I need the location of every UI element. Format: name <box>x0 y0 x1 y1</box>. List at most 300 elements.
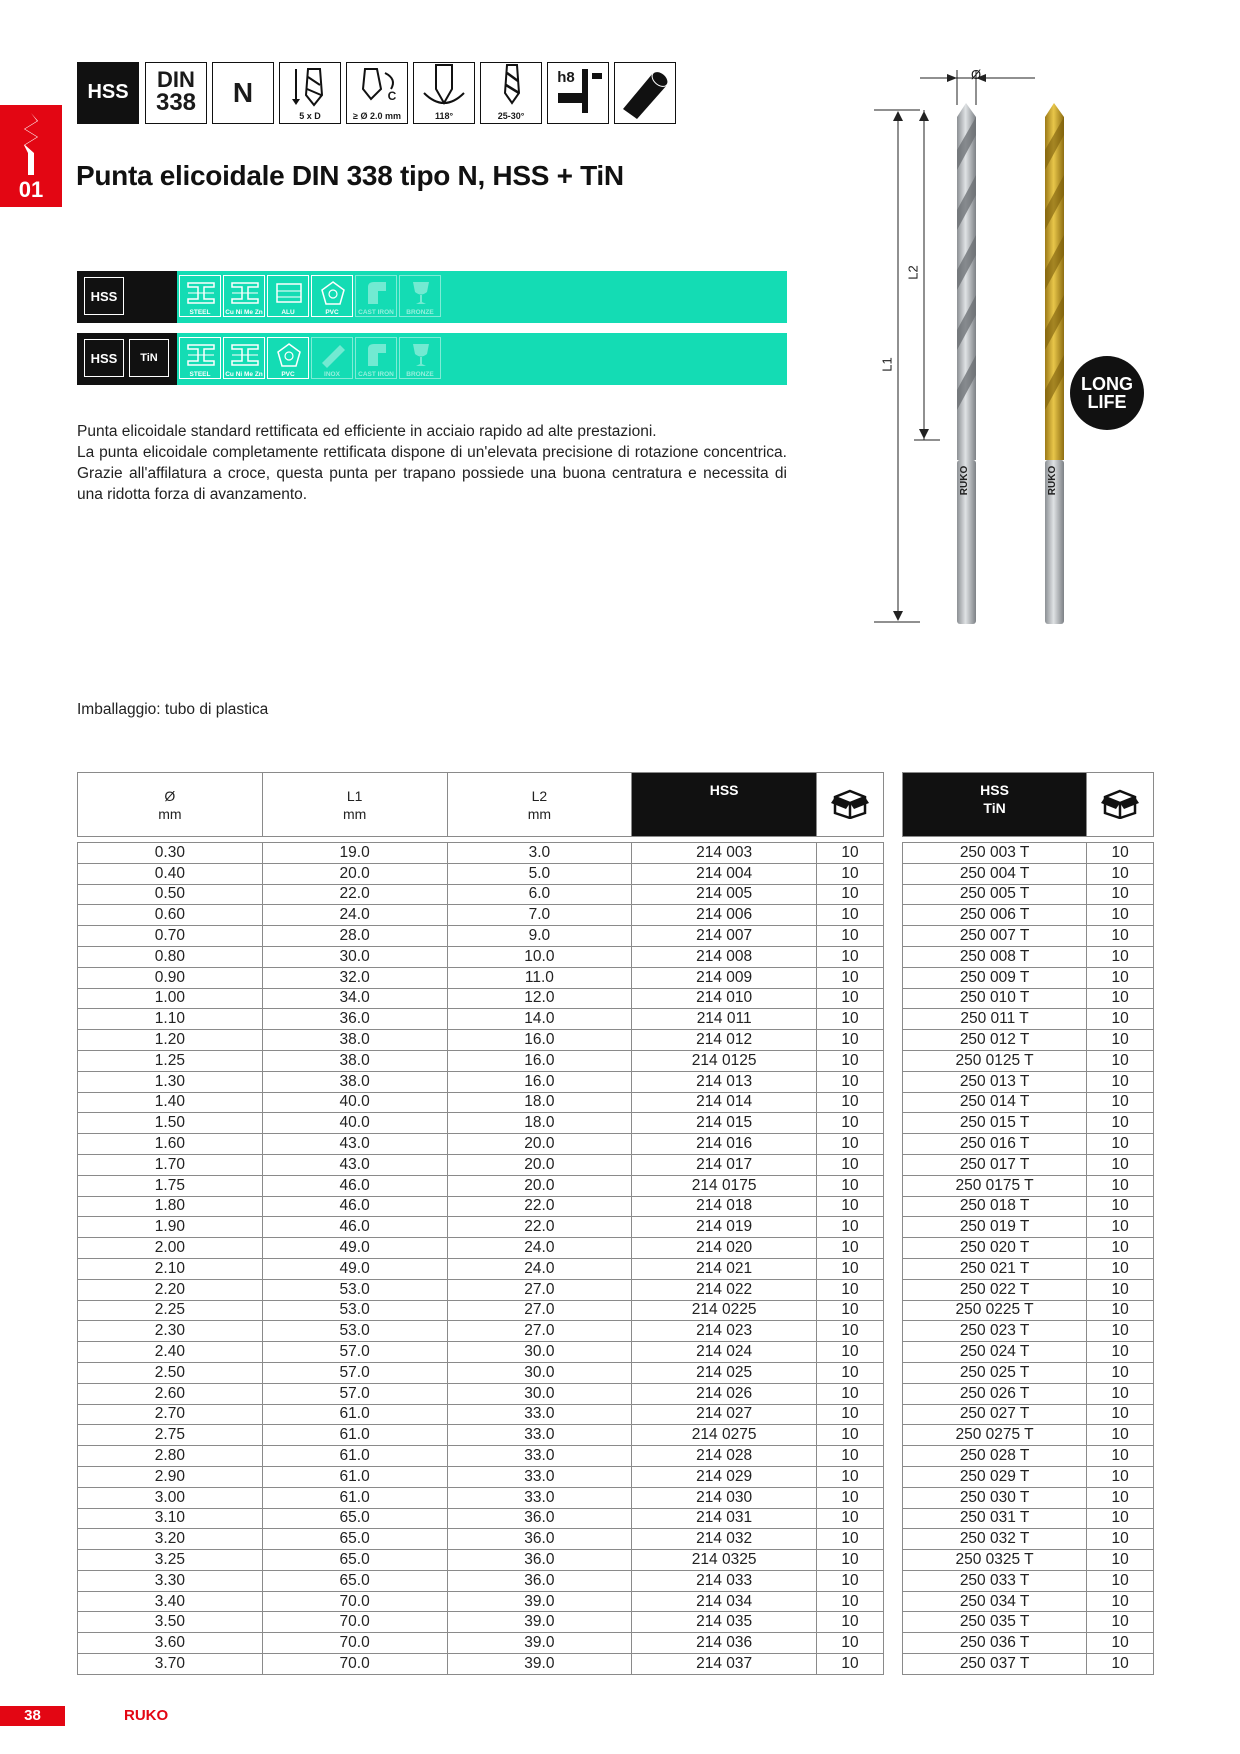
cell-l2: 39.0 <box>447 1633 632 1654</box>
table-row <box>903 1654 1154 1675</box>
cell-qty-hss-tin: 10 <box>1087 1404 1154 1425</box>
cell-article-hss: 214 0175 <box>632 1175 817 1196</box>
cell-qty-hss-tin: 10 <box>1087 1570 1154 1591</box>
package-box-icon <box>831 787 869 819</box>
cell-l1: 65.0 <box>262 1550 447 1571</box>
cell-diameter: 2.20 <box>78 1279 263 1300</box>
material-nonferrous-icon: Cu Ni Me Zn <box>223 275 265 317</box>
table-row <box>78 905 884 926</box>
cell-article-hss: 214 007 <box>632 926 817 947</box>
table-row <box>78 1300 884 1321</box>
cell-diameter: 1.90 <box>78 1217 263 1238</box>
helix-angle-icon: 25-30° <box>480 62 542 124</box>
cell-article-hss: 214 031 <box>632 1508 817 1529</box>
cell-qty-hss: 10 <box>817 1529 884 1550</box>
cylindrical-shank-icon <box>614 62 676 124</box>
cell-diameter: 2.25 <box>78 1300 263 1321</box>
cell-article-hss-tin: 250 0275 T <box>903 1425 1087 1446</box>
cell-qty-hss-tin: 10 <box>1087 1258 1154 1279</box>
cell-diameter: 1.10 <box>78 1009 263 1030</box>
cell-article-hss-tin: 250 030 T <box>903 1487 1087 1508</box>
table-row <box>903 1279 1154 1300</box>
material-bronze-icon: BRONZE <box>399 275 441 317</box>
cell-qty-hss: 10 <box>817 1175 884 1196</box>
cell-qty-hss-tin: 10 <box>1087 1238 1154 1259</box>
table-row <box>78 843 884 864</box>
header-package-qty <box>817 773 884 837</box>
point-angle-icon: 118° <box>413 62 475 124</box>
material-bar-hss <box>77 271 787 323</box>
material-steel-icon: STEEL <box>179 337 221 379</box>
table-row <box>903 863 1154 884</box>
cell-diameter: 2.30 <box>78 1321 263 1342</box>
cell-qty-hss: 10 <box>817 1425 884 1446</box>
cell-l1: 22.0 <box>262 884 447 905</box>
cell-l2: 9.0 <box>447 926 632 947</box>
cell-diameter: 2.40 <box>78 1342 263 1363</box>
cell-l1: 34.0 <box>262 988 447 1009</box>
cell-diameter: 2.75 <box>78 1425 263 1446</box>
cell-article-hss-tin: 250 022 T <box>903 1279 1087 1300</box>
cell-qty-hss-tin: 10 <box>1087 1300 1154 1321</box>
cell-article-hss-tin: 250 032 T <box>903 1529 1087 1550</box>
diameter-label: Ø <box>971 67 982 82</box>
cell-qty-hss: 10 <box>817 843 884 864</box>
l1-label: L1 <box>879 357 895 372</box>
cell-qty-hss: 10 <box>817 1092 884 1113</box>
cell-article-hss: 214 023 <box>632 1321 817 1342</box>
cell-qty-hss: 10 <box>817 1591 884 1612</box>
table-row <box>903 1404 1154 1425</box>
table-row <box>78 863 884 884</box>
table-row <box>903 1633 1154 1654</box>
cell-l1: 49.0 <box>262 1238 447 1259</box>
chapter-tab <box>0 105 62 207</box>
cell-l2: 20.0 <box>447 1154 632 1175</box>
table-row <box>78 1654 884 1675</box>
table-row <box>78 1591 884 1612</box>
cell-diameter: 3.40 <box>78 1591 263 1612</box>
packaging-note: Imballaggio: tubo di plastica <box>77 701 269 718</box>
table-row <box>78 988 884 1009</box>
cell-qty-hss: 10 <box>817 1383 884 1404</box>
cell-qty-hss-tin: 10 <box>1087 1092 1154 1113</box>
cell-qty-hss-tin: 10 <box>1087 1508 1154 1529</box>
header-hss-tin: HSS TiN <box>903 773 1087 837</box>
cell-diameter: 1.75 <box>78 1175 263 1196</box>
cell-qty-hss: 10 <box>817 946 884 967</box>
cell-diameter: 3.20 <box>78 1529 263 1550</box>
cell-qty-hss-tin: 10 <box>1087 1612 1154 1633</box>
cell-article-hss-tin: 250 025 T <box>903 1362 1087 1383</box>
tag-hss: HSS <box>84 339 124 377</box>
table-row <box>903 1030 1154 1051</box>
cell-qty-hss-tin: 10 <box>1087 1487 1154 1508</box>
cell-article-hss-tin: 250 0325 T <box>903 1550 1087 1571</box>
cell-l1: 38.0 <box>262 1050 447 1071</box>
cell-article-hss: 214 0325 <box>632 1550 817 1571</box>
table-row <box>78 1508 884 1529</box>
cell-article-hss: 214 006 <box>632 905 817 926</box>
cell-qty-hss: 10 <box>817 988 884 1009</box>
cell-l2: 12.0 <box>447 988 632 1009</box>
table-row <box>903 884 1154 905</box>
cell-article-hss: 214 037 <box>632 1654 817 1675</box>
cell-l2: 27.0 <box>447 1279 632 1300</box>
cell-diameter: 3.60 <box>78 1633 263 1654</box>
cell-article-hss: 214 025 <box>632 1362 817 1383</box>
chapter-number: 01 <box>18 177 44 202</box>
cell-article-hss-tin: 250 006 T <box>903 905 1087 926</box>
cell-l2: 33.0 <box>447 1466 632 1487</box>
cell-article-hss-tin: 250 019 T <box>903 1217 1087 1238</box>
cell-l2: 39.0 <box>447 1591 632 1612</box>
table-row <box>903 1508 1154 1529</box>
table-row <box>903 1092 1154 1113</box>
material-alu-icon: ALU <box>267 275 309 317</box>
cell-qty-hss-tin: 10 <box>1087 1633 1154 1654</box>
table-row <box>903 1113 1154 1134</box>
table-header-row <box>903 773 1154 837</box>
cell-qty-hss-tin: 10 <box>1087 1071 1154 1092</box>
cell-article-hss: 214 030 <box>632 1487 817 1508</box>
cell-article-hss: 214 024 <box>632 1342 817 1363</box>
cell-article-hss: 214 013 <box>632 1071 817 1092</box>
cell-qty-hss: 10 <box>817 1508 884 1529</box>
cell-qty-hss: 10 <box>817 1446 884 1467</box>
table-row <box>903 988 1154 1009</box>
cell-l2: 33.0 <box>447 1425 632 1446</box>
cell-l1: 53.0 <box>262 1279 447 1300</box>
cell-l1: 38.0 <box>262 1030 447 1051</box>
depth-5xd-icon: 5 x D <box>279 62 341 124</box>
cell-article-hss: 214 0275 <box>632 1425 817 1446</box>
cell-l1: 46.0 <box>262 1217 447 1238</box>
cell-qty-hss-tin: 10 <box>1087 1196 1154 1217</box>
cell-l2: 14.0 <box>447 1009 632 1030</box>
point-c-icon: C ≥ Ø 2.0 mm <box>346 62 408 124</box>
cell-l2: 39.0 <box>447 1612 632 1633</box>
cell-article-hss: 214 027 <box>632 1404 817 1425</box>
hss-badge: HSS <box>77 62 139 124</box>
cell-article-hss: 214 026 <box>632 1383 817 1404</box>
table-row <box>903 926 1154 947</box>
tag-hss: HSS <box>84 277 124 315</box>
cell-qty-hss-tin: 10 <box>1087 946 1154 967</box>
table-row <box>78 967 884 988</box>
material-cast-iron-icon: CAST IRON <box>355 275 397 317</box>
cell-diameter: 3.30 <box>78 1570 263 1591</box>
cell-diameter: 1.60 <box>78 1134 263 1155</box>
table-row <box>78 1487 884 1508</box>
cell-qty-hss: 10 <box>817 1196 884 1217</box>
table-row <box>78 1529 884 1550</box>
cell-l2: 30.0 <box>447 1383 632 1404</box>
shank-brand-gold: RUKO <box>1047 465 1059 496</box>
cell-diameter: 1.80 <box>78 1196 263 1217</box>
cell-article-hss: 214 015 <box>632 1113 817 1134</box>
table-row <box>903 1258 1154 1279</box>
cell-qty-hss: 10 <box>817 1404 884 1425</box>
cell-l1: 46.0 <box>262 1196 447 1217</box>
cell-qty-hss: 10 <box>817 1466 884 1487</box>
cell-qty-hss: 10 <box>817 1258 884 1279</box>
cell-article-hss-tin: 250 017 T <box>903 1154 1087 1175</box>
table-row <box>903 1238 1154 1259</box>
header-diameter: Ø mm <box>78 773 263 837</box>
cell-l2: 33.0 <box>447 1446 632 1467</box>
material-bar-hss-tin <box>77 333 787 385</box>
table-row <box>78 1466 884 1487</box>
cell-l2: 6.0 <box>447 884 632 905</box>
cell-diameter: 1.25 <box>78 1050 263 1071</box>
table-row <box>903 1529 1154 1550</box>
cell-article-hss: 214 033 <box>632 1570 817 1591</box>
cell-article-hss: 214 012 <box>632 1030 817 1051</box>
cell-l1: 43.0 <box>262 1154 447 1175</box>
cell-qty-hss: 10 <box>817 926 884 947</box>
cell-diameter: 2.60 <box>78 1383 263 1404</box>
table-row <box>78 1030 884 1051</box>
table-row <box>903 946 1154 967</box>
cell-l1: 38.0 <box>262 1071 447 1092</box>
cell-l1: 32.0 <box>262 967 447 988</box>
spec-table-hss-tin <box>902 772 1154 1675</box>
table-row <box>78 1279 884 1300</box>
cell-qty-hss: 10 <box>817 1279 884 1300</box>
cell-qty-hss-tin: 10 <box>1087 1154 1154 1175</box>
cell-l2: 27.0 <box>447 1321 632 1342</box>
cell-l2: 20.0 <box>447 1134 632 1155</box>
drill-drawing <box>860 55 1160 635</box>
din-badge: DIN 338 <box>145 62 207 124</box>
cell-l1: 61.0 <box>262 1466 447 1487</box>
table-row <box>78 1362 884 1383</box>
table-row <box>78 1425 884 1446</box>
cell-l2: 36.0 <box>447 1508 632 1529</box>
cell-article-hss-tin: 250 009 T <box>903 967 1087 988</box>
cell-article-hss-tin: 250 013 T <box>903 1071 1087 1092</box>
product-description: Punta elicoidale standard rettificata ed efficiente in acciaio rapido ad alte prestazioni. La punta elicoidale completamente rettificata dispone di un'elevata precisione di rotazione concentrica. Grazie all'affilatura a croce, questa punta per trapano possiede una buona centratura e necessita di una ridotta forza di avanzamento. <box>77 423 787 503</box>
header-l2: L2 mm <box>447 773 632 837</box>
cell-article-hss: 214 0125 <box>632 1050 817 1071</box>
header-hss: HSS <box>632 773 817 837</box>
cell-qty-hss-tin: 10 <box>1087 1362 1154 1383</box>
table-row <box>78 1238 884 1259</box>
material-pvc-icon: PVC <box>267 337 309 379</box>
cell-diameter: 2.50 <box>78 1362 263 1383</box>
cell-l2: 18.0 <box>447 1113 632 1134</box>
cell-l1: 53.0 <box>262 1300 447 1321</box>
cell-article-hss: 214 004 <box>632 863 817 884</box>
table-header-row <box>78 773 884 837</box>
cell-l1: 70.0 <box>262 1633 447 1654</box>
cell-diameter: 3.00 <box>78 1487 263 1508</box>
cell-article-hss-tin: 250 020 T <box>903 1238 1087 1259</box>
cell-qty-hss: 10 <box>817 1654 884 1675</box>
cell-article-hss: 214 018 <box>632 1196 817 1217</box>
drill-bit-icon <box>18 111 44 177</box>
cell-l1: 46.0 <box>262 1175 447 1196</box>
cell-article-hss: 214 005 <box>632 884 817 905</box>
cell-qty-hss: 10 <box>817 1570 884 1591</box>
table-row <box>78 1342 884 1363</box>
cell-qty-hss: 10 <box>817 884 884 905</box>
cell-qty-hss-tin: 10 <box>1087 1134 1154 1155</box>
cell-l2: 3.0 <box>447 843 632 864</box>
cell-l1: 19.0 <box>262 843 447 864</box>
table-row <box>903 1446 1154 1467</box>
table-row <box>903 1217 1154 1238</box>
cell-l1: 61.0 <box>262 1446 447 1467</box>
table-row <box>903 967 1154 988</box>
cell-l2: 22.0 <box>447 1196 632 1217</box>
cell-qty-hss: 10 <box>817 1633 884 1654</box>
type-n-badge: N <box>212 62 274 124</box>
cell-article-hss-tin: 250 027 T <box>903 1404 1087 1425</box>
cell-article-hss-tin: 250 0125 T <box>903 1050 1087 1071</box>
cell-qty-hss-tin: 10 <box>1087 1654 1154 1675</box>
cell-diameter: 3.50 <box>78 1612 263 1633</box>
cell-article-hss-tin: 250 007 T <box>903 926 1087 947</box>
material-pvc-icon: PVC <box>311 275 353 317</box>
cell-qty-hss-tin: 10 <box>1087 1175 1154 1196</box>
cell-l2: 33.0 <box>447 1487 632 1508</box>
cell-l2: 30.0 <box>447 1362 632 1383</box>
table-row <box>78 1196 884 1217</box>
cell-l1: 40.0 <box>262 1092 447 1113</box>
table-row <box>78 1071 884 1092</box>
cell-article-hss: 214 010 <box>632 988 817 1009</box>
cell-qty-hss-tin: 10 <box>1087 1321 1154 1342</box>
cell-diameter: 0.30 <box>78 843 263 864</box>
cell-l2: 20.0 <box>447 1175 632 1196</box>
cell-qty-hss-tin: 10 <box>1087 1279 1154 1300</box>
cell-diameter: 0.40 <box>78 863 263 884</box>
cell-article-hss-tin: 250 016 T <box>903 1134 1087 1155</box>
cell-diameter: 1.40 <box>78 1092 263 1113</box>
cell-l2: 16.0 <box>447 1030 632 1051</box>
cell-l1: 36.0 <box>262 1009 447 1030</box>
cell-l2: 36.0 <box>447 1570 632 1591</box>
cell-diameter: 3.10 <box>78 1508 263 1529</box>
l2-label: L2 <box>905 265 921 280</box>
table-row <box>903 1134 1154 1155</box>
cell-article-hss-tin: 250 021 T <box>903 1258 1087 1279</box>
cell-l1: 57.0 <box>262 1342 447 1363</box>
table-row <box>903 1321 1154 1342</box>
table-row <box>903 1591 1154 1612</box>
cell-l2: 7.0 <box>447 905 632 926</box>
cell-l2: 27.0 <box>447 1300 632 1321</box>
table-row <box>903 1362 1154 1383</box>
cell-qty-hss: 10 <box>817 1071 884 1092</box>
tolerance-h8-icon: h8 <box>547 62 609 124</box>
cell-article-hss: 214 036 <box>632 1633 817 1654</box>
header-package-qty <box>1087 773 1154 837</box>
table-row <box>78 1550 884 1571</box>
cell-diameter: 0.80 <box>78 946 263 967</box>
page-title: Punta elicoidale DIN 338 tipo N, HSS + TiN <box>76 160 624 191</box>
cell-qty-hss: 10 <box>817 863 884 884</box>
cell-l2: 33.0 <box>447 1404 632 1425</box>
shank-brand-silver: RUKO <box>959 465 971 496</box>
cell-article-hss-tin: 250 011 T <box>903 1009 1087 1030</box>
cell-qty-hss-tin: 10 <box>1087 988 1154 1009</box>
cell-article-hss: 214 019 <box>632 1217 817 1238</box>
table-row <box>78 1113 884 1134</box>
table-row <box>903 1050 1154 1071</box>
cell-article-hss: 214 014 <box>632 1092 817 1113</box>
cell-l1: 49.0 <box>262 1258 447 1279</box>
table-row <box>903 1383 1154 1404</box>
cell-article-hss-tin: 250 005 T <box>903 884 1087 905</box>
cell-article-hss-tin: 250 024 T <box>903 1342 1087 1363</box>
cell-l2: 11.0 <box>447 967 632 988</box>
table-row <box>78 1134 884 1155</box>
cell-qty-hss-tin: 10 <box>1087 1446 1154 1467</box>
cell-l1: 70.0 <box>262 1591 447 1612</box>
cell-diameter: 2.10 <box>78 1258 263 1279</box>
cell-qty-hss: 10 <box>817 1612 884 1633</box>
cell-qty-hss: 10 <box>817 1321 884 1342</box>
header-l1: L1 mm <box>262 773 447 837</box>
cell-diameter: 2.00 <box>78 1238 263 1259</box>
table-row <box>78 1612 884 1633</box>
table-row <box>78 946 884 967</box>
table-row <box>78 1009 884 1030</box>
cell-qty-hss: 10 <box>817 1050 884 1071</box>
table-row <box>903 843 1154 864</box>
table-row <box>903 1342 1154 1363</box>
cell-l1: 61.0 <box>262 1487 447 1508</box>
cell-article-hss-tin: 250 0225 T <box>903 1300 1087 1321</box>
cell-diameter: 1.70 <box>78 1154 263 1175</box>
material-cast-iron-icon: CAST IRON <box>355 337 397 379</box>
cell-qty-hss: 10 <box>817 967 884 988</box>
cell-l1: 70.0 <box>262 1654 447 1675</box>
table-row <box>78 1154 884 1175</box>
cell-l1: 61.0 <box>262 1425 447 1446</box>
table-row <box>903 1300 1154 1321</box>
table-row <box>78 1404 884 1425</box>
material-steel-icon: STEEL <box>179 275 221 317</box>
cell-diameter: 1.50 <box>78 1113 263 1134</box>
cell-article-hss: 214 021 <box>632 1258 817 1279</box>
cell-qty-hss-tin: 10 <box>1087 1113 1154 1134</box>
cell-l1: 20.0 <box>262 863 447 884</box>
cell-qty-hss-tin: 10 <box>1087 1009 1154 1030</box>
cell-diameter: 0.50 <box>78 884 263 905</box>
cell-qty-hss-tin: 10 <box>1087 884 1154 905</box>
cell-article-hss: 214 011 <box>632 1009 817 1030</box>
cell-qty-hss: 10 <box>817 1154 884 1175</box>
cell-article-hss: 214 008 <box>632 946 817 967</box>
cell-qty-hss: 10 <box>817 1487 884 1508</box>
cell-qty-hss: 10 <box>817 1300 884 1321</box>
cell-qty-hss-tin: 10 <box>1087 843 1154 864</box>
cell-l1: 65.0 <box>262 1508 447 1529</box>
long-life-badge: LONG LIFE <box>1070 356 1144 430</box>
cell-l2: 16.0 <box>447 1071 632 1092</box>
cell-article-hss: 214 016 <box>632 1134 817 1155</box>
cell-diameter: 0.90 <box>78 967 263 988</box>
table-row <box>78 1633 884 1654</box>
cell-qty-hss: 10 <box>817 1342 884 1363</box>
material-bronze-icon: BRONZE <box>399 337 441 379</box>
cell-article-hss-tin: 250 0175 T <box>903 1175 1087 1196</box>
cell-qty-hss-tin: 10 <box>1087 1466 1154 1487</box>
